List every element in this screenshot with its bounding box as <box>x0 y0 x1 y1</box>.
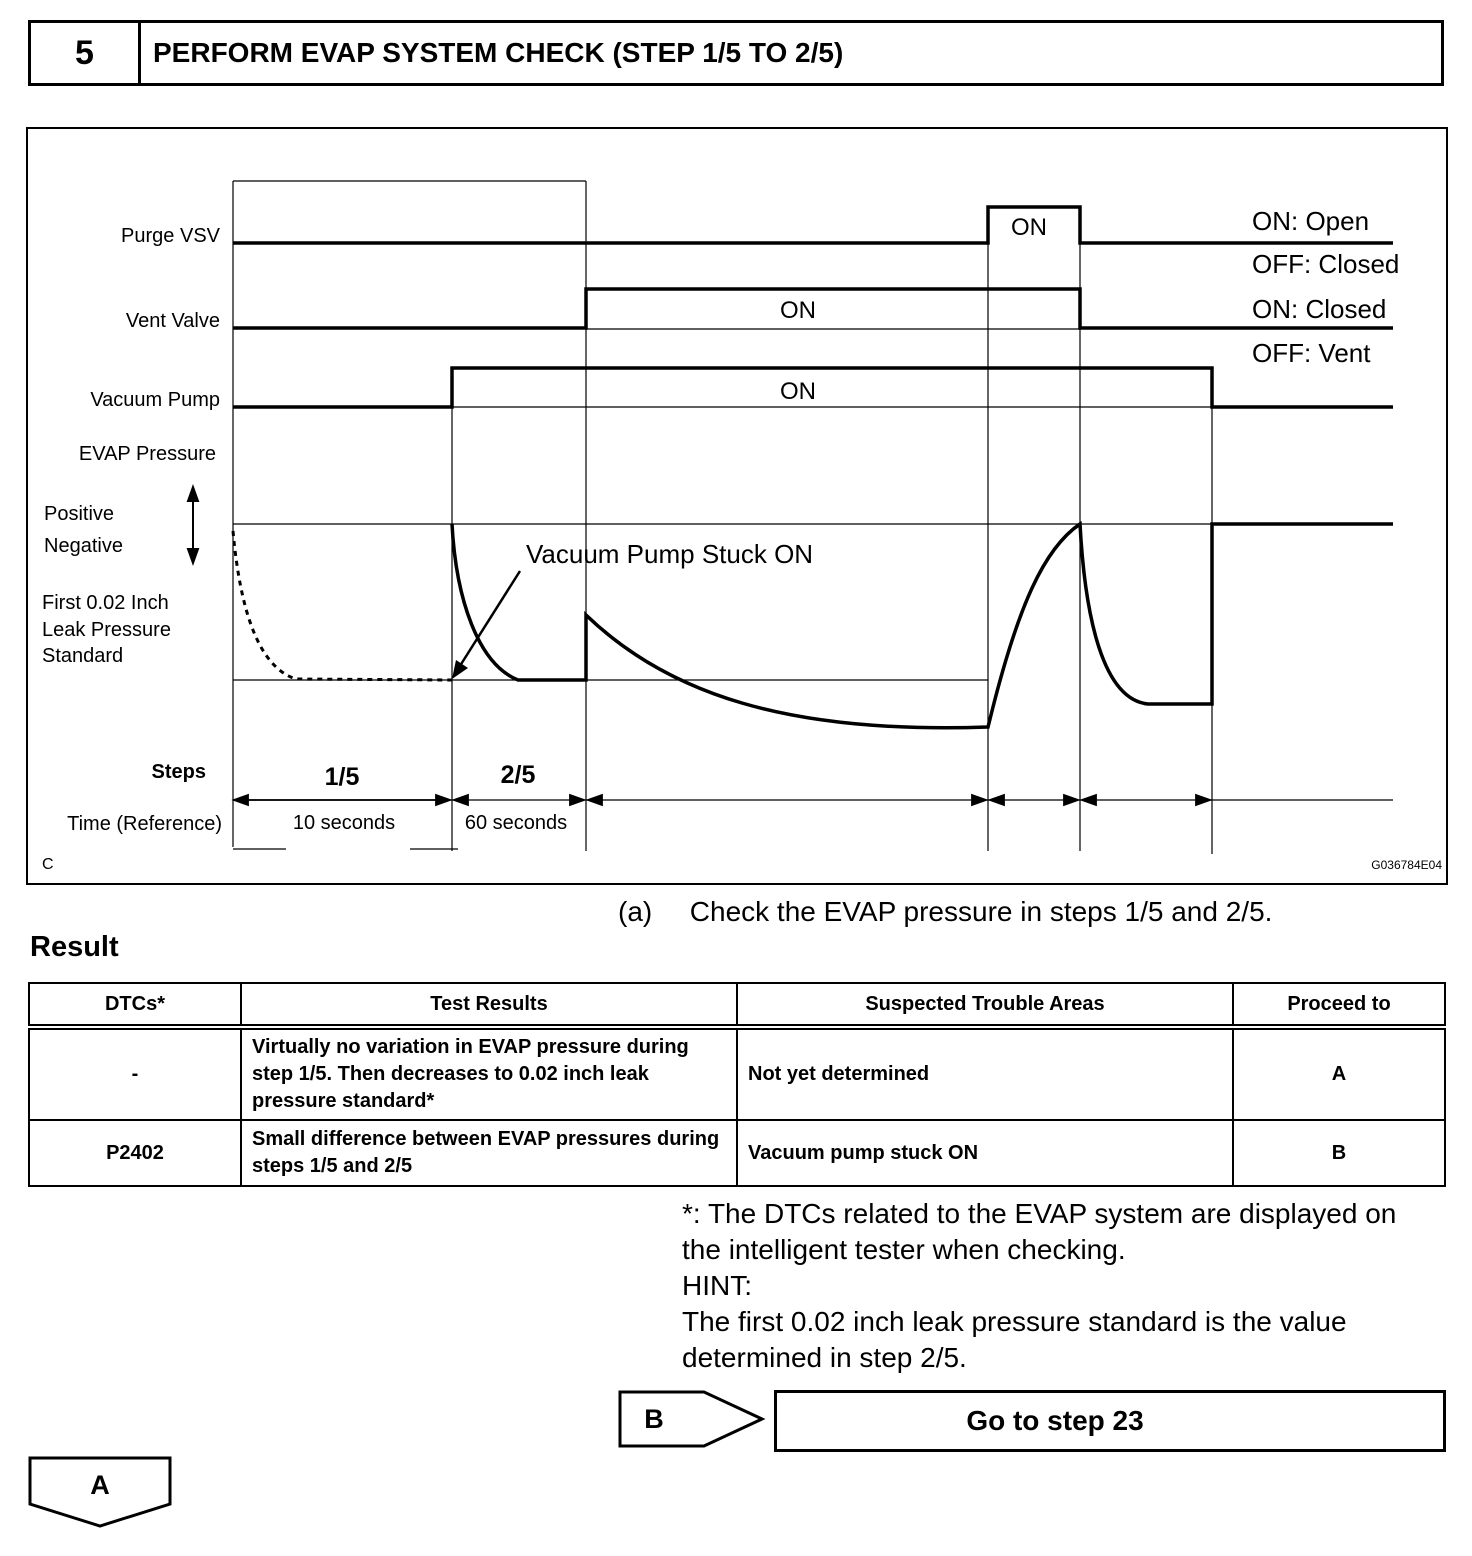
result-table <box>28 982 1446 1187</box>
instruction-text: Check the EVAP pressure in steps 1/5 and 2/5. <box>689 896 1273 927</box>
label-evap-pressure: EVAP Pressure <box>78 443 216 465</box>
trace-evap-dotted <box>233 531 452 680</box>
duration-10s: 10 seconds <box>292 812 396 834</box>
annotation-arrow <box>452 571 520 679</box>
label-standard-3: Standard <box>42 645 124 667</box>
proceed-a-button[interactable] <box>28 1456 174 1530</box>
col-dtcs: DTCs* <box>29 983 241 1027</box>
label-vacuum-pump: Vacuum Pump <box>90 389 220 411</box>
instruction-label: (a) <box>618 896 653 927</box>
purge-on-label: ON <box>1011 214 1047 241</box>
go-to-step-23-link[interactable]: Go to step 23 <box>774 1390 1446 1452</box>
legend-off-closed: OFF: Closed <box>1252 249 1400 279</box>
cell-test: Small difference between EVAP pressures during steps 1/5 and 2/5 <box>241 1120 737 1186</box>
step-header <box>28 20 1444 86</box>
time-gridlines <box>233 181 1393 854</box>
col-proceed-to: Proceed to <box>1233 983 1445 1027</box>
vent-on-label: ON <box>780 297 816 324</box>
pump-on-label: ON <box>780 378 816 405</box>
cell-area: Not yet determined <box>737 1027 1233 1120</box>
positive-negative-arrow <box>188 487 198 563</box>
corner-label: C <box>42 856 54 873</box>
col-suspected-areas: Suspected Trouble Areas <box>737 983 1233 1027</box>
label-vent-valve: Vent Valve <box>125 310 220 332</box>
step-1-5-label: 1/5 <box>324 763 360 791</box>
timing-diagram <box>26 127 1448 885</box>
cell-dtc: - <box>29 1027 241 1120</box>
timing-diagram-svg <box>28 129 1450 887</box>
legend-on-open: ON: Open <box>1252 206 1370 236</box>
hint-text: The first 0.02 inch leak pressure standard is the value determined in step 2/5. <box>682 1306 1347 1373</box>
step-title: PERFORM EVAP SYSTEM CHECK (STEP 1/5 TO 2/5) <box>153 37 844 68</box>
signal-traces <box>233 207 1393 728</box>
label-standard-1: First 0.02 Inch <box>42 592 169 614</box>
table-row <box>29 1027 1445 1120</box>
footnote: *: The DTCs related to the EVAP system are displayed on the intelligent tester when checking. <box>682 1198 1397 1265</box>
proceed-a-label: A <box>90 1470 110 1500</box>
note-block <box>682 1196 1442 1376</box>
label-time: Time (Reference) <box>67 813 222 835</box>
result-title: Result <box>30 931 119 963</box>
table-header-row <box>29 983 1445 1027</box>
col-test-results: Test Results <box>241 983 737 1027</box>
step-2-5-label: 2/5 <box>500 761 536 789</box>
label-positive: Positive <box>44 503 115 525</box>
hint-label: HINT: <box>682 1270 752 1301</box>
table-row <box>29 1120 1445 1186</box>
trace-purge-vsv <box>233 207 1393 243</box>
step-number: 5 <box>31 23 141 83</box>
cell-area: Vacuum pump stuck ON <box>737 1120 1233 1186</box>
label-purge-vsv: Purge VSV <box>121 225 220 247</box>
label-negative: Negative <box>44 535 123 557</box>
label-steps: Steps <box>151 761 206 783</box>
label-standard-2: Leak Pressure <box>42 619 171 641</box>
cell-proceed: A <box>1233 1027 1445 1120</box>
legend-on-closed: ON: Closed <box>1252 294 1387 324</box>
duration-60s: 60 seconds <box>464 812 568 834</box>
proceed-b-label: B <box>644 1404 664 1434</box>
proceed-b-button[interactable] <box>618 1390 768 1448</box>
figure-id: G036784E04 <box>1371 858 1442 872</box>
cell-dtc: P2402 <box>29 1120 241 1186</box>
legend-off-vent: OFF: Vent <box>1252 338 1371 368</box>
annotation-stuck-on: Vacuum Pump Stuck ON <box>526 539 814 569</box>
cell-test: Virtually no variation in EVAP pressure during step 1/5. Then decreases to 0.02 inch leak pressure standard* <box>241 1027 737 1120</box>
instruction <box>618 896 1272 928</box>
cell-proceed: B <box>1233 1120 1445 1186</box>
